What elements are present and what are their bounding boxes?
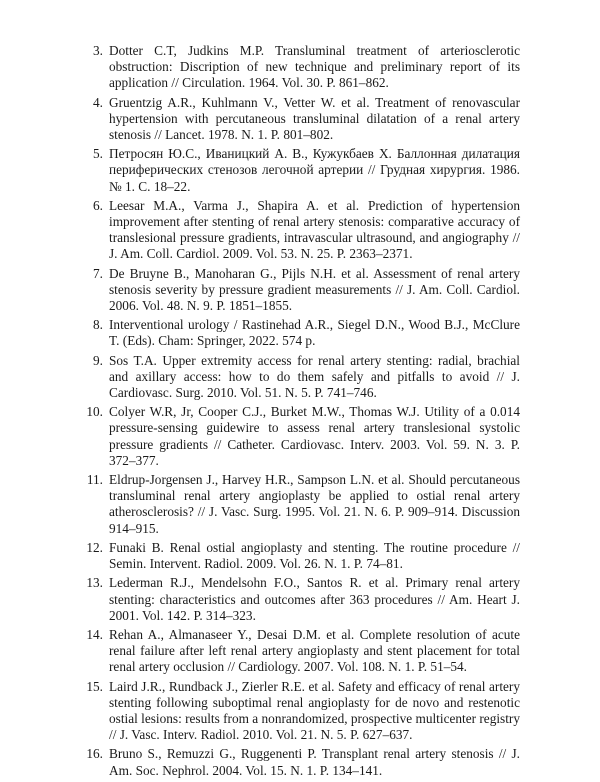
- reference-text: Петросян Ю.С., Иваницкий А. В., Кужукбаев Х. Баллонная дилатация периферических стенозов легочной артерии // Грудная хирургия. 1986. № 1. С. 18–22.: [109, 146, 520, 194]
- reference-number: 14.: [86, 626, 103, 642]
- reference-number: 15.: [86, 678, 103, 694]
- reference-number: 12.: [86, 539, 103, 555]
- reference-text: Bruno S., Remuzzi G., Ruggenenti P. Transplant renal artery stenosis // J. Am. Soc. Nephrol. 2004. Vol. 15. N. 1. P. 134–141.: [109, 746, 520, 778]
- reference-text: Leesar M.A., Varma J., Shapira A. et al. Prediction of hypertension improvement after stenting of renal artery stenosis: comparative accuracy of translesional pressure gradients, intravascular ultrasound, and angiography // J. Am. Coll. Cardiol. 2009. Vol. 53. N. 25. P. 2363–2371.: [109, 197, 520, 262]
- reference-number: 10.: [86, 404, 103, 420]
- reference-item: [82, 317, 520, 349]
- reference-item: [82, 198, 520, 263]
- reference-number: 6.: [93, 197, 103, 213]
- reference-item: [82, 472, 520, 537]
- reference-text: Eldrup-Jorgensen J., Harvey H.R., Sampson L.N. et al. Should percutaneous transluminal renal artery angioplasty be applied to ostial renal artery atherosclerosis? // J. Vasc. Surg. 1995. Vol. 21. N. 6. P. 909–914. Discussion 914–915.: [109, 472, 520, 536]
- reference-list: [82, 43, 520, 782]
- reference-item: [82, 266, 520, 315]
- reference-number: 16.: [86, 746, 103, 762]
- reference-text: Lederman R.J., Mendelsohn F.O., Santos R. et al. Primary renal artery stenting: characteristics and outcomes after 363 procedures // Am. Heart J. 2001. Vol. 142. P. 314–323.: [109, 575, 520, 623]
- reference-item: [82, 679, 520, 744]
- reference-number: 7.: [93, 265, 103, 281]
- reference-text: Laird J.R., Rundback J., Zierler R.E. et al. Safety and efficacy of renal artery stenting following suboptimal renal angioplasty for de novo and restenotic ostial lesions: results from a nonrandomized, prospective multicenter registry // J. Vasc. Interv. Radiol. 2010. Vol. 21. N. 5. P. 627–637.: [109, 678, 520, 743]
- reference-text: Dotter C.T, Judkins M.P. Transluminal treatment of arteriosclerotic obstruction: Discription of new technique and preliminary report of its application // Circulation. 1964. Vol. 30. P. 861–862.: [109, 43, 520, 91]
- reference-text: Sos T.A. Upper extremity access for renal artery stenting: radial, brachial and axillary access: how to do them safely and pitfalls to avoid // J. Cardiovasc. Surg. 2010. Vol. 51. N. 5. P. 741–746.: [109, 352, 520, 401]
- reference-text: Colyer W.R, Jr, Cooper C.J., Burket M.W., Thomas W.J. Utility of a 0.014 pressure-sensing guidewire to assess renal artery translesional systolic pressure gradients // Catheter. Cardiovasc. Interv. 2003. Vol. 59. N. 3. P. 372–377.: [109, 404, 520, 468]
- reference-text: Interventional urology / Rastinehad A.R., Siegel D.N., Wood B.J., McClure T. (Eds). Cham: Springer, 2022. 574 p.: [109, 317, 520, 349]
- reference-number: 9.: [93, 352, 103, 368]
- reference-item: [82, 627, 520, 676]
- reference-number: 13.: [86, 575, 103, 591]
- reference-text: Funaki B. Renal ostial angioplasty and stenting. The routine procedure // Semin. Intervent. Radiol. 2009. Vol. 26. N. 1. P. 74–81.: [109, 539, 520, 572]
- reference-number: 5.: [93, 146, 103, 162]
- reference-number: 8.: [93, 317, 103, 333]
- reference-item: [82, 575, 520, 624]
- reference-item: [82, 404, 520, 469]
- reference-item: [82, 540, 520, 572]
- reference-item: [82, 353, 520, 402]
- reference-text: Rehan A., Almanaseer Y., Desai D.M. et al. Complete resolution of acute renal failure after left renal artery angioplasty and stent placement for total renal artery occlusion // Cardiology. 2007. Vol. 108. N. 1. P. 51–54.: [109, 626, 520, 675]
- reference-number: 4.: [93, 94, 103, 110]
- reference-number: 3.: [93, 43, 103, 58]
- reference-item: [82, 146, 520, 195]
- reference-item: [82, 746, 520, 778]
- reference-number: 11.: [86, 472, 103, 488]
- reference-item: [82, 95, 520, 144]
- reference-text: Gruentzig A.R., Kuhlmann V., Vetter W. et al. Treatment of renovascular hypertension with percutaneous transluminal dilatation of a renal artery stenosis // Lancet. 1978. N. 1. P. 801–802.: [109, 94, 520, 143]
- reference-item: [82, 43, 520, 92]
- reference-text: De Bruyne B., Manoharan G., Pijls N.H. et al. Assessment of renal artery stenosis severity by pressure gradient measurements // J. Am. Coll. Cardiol. 2006. Vol. 48. N. 9. P. 1851–1855.: [109, 265, 520, 314]
